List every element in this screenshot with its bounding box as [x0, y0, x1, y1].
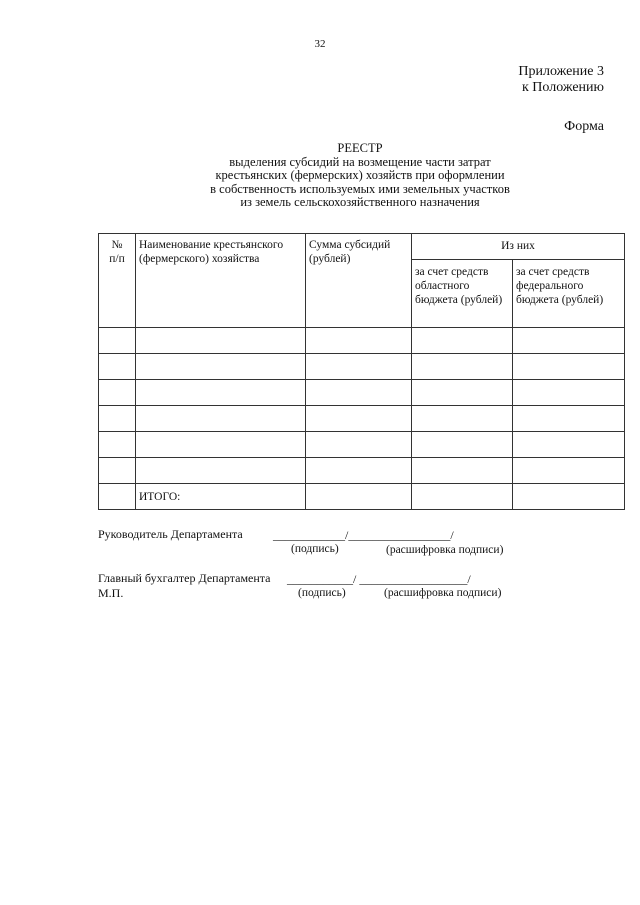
table-cell — [513, 328, 625, 354]
column-header-regional-budget: за счет средств областного бюджета (рублей) — [412, 260, 513, 328]
table-cell — [412, 354, 513, 380]
annex-reference: к Положению — [521, 80, 604, 95]
head-signature-line: ____________/_________________/ — [273, 528, 454, 542]
table-row — [99, 354, 625, 380]
title-line: из земель сельскохозяйственного назначения — [240, 195, 480, 209]
title-heading: РЕЕСТР — [337, 141, 383, 155]
table-cell — [136, 328, 306, 354]
table-cell — [513, 380, 625, 406]
registry-table — [98, 233, 625, 510]
annex-line: Приложение 3 — [518, 64, 604, 79]
table-cell — [136, 380, 306, 406]
document-title — [0, 142, 640, 210]
head-signature-caption: (подпись) — [291, 543, 339, 555]
column-header-of-which: Из них — [412, 234, 625, 260]
table-cell — [136, 406, 306, 432]
table-cell — [99, 432, 136, 458]
table-cell — [412, 432, 513, 458]
table-cell — [136, 354, 306, 380]
head-signature-title: Руководитель Департамента — [98, 527, 243, 541]
table-cell — [513, 406, 625, 432]
table-cell — [412, 406, 513, 432]
accountant-signature-title: Главный бухгалтер Департамента — [98, 571, 271, 585]
table-cell — [136, 458, 306, 484]
table-cell — [412, 458, 513, 484]
column-header-federal-budget: за счет средств федерального бюджета (рублей) — [513, 260, 625, 328]
total-sum-cell — [306, 484, 412, 510]
total-regional-cell — [412, 484, 513, 510]
table-cell — [99, 458, 136, 484]
accountant-signature-caption: (подпись) — [298, 587, 346, 599]
title-line: в собственность используемых ими земельных участков — [210, 181, 510, 196]
table-cell — [306, 354, 412, 380]
column-header-subsidy-sum: Сумма субсидий (рублей) — [306, 234, 412, 328]
title-line: крестьянских (фермерских) хозяйств при оформлении — [215, 168, 505, 182]
table-cell — [99, 380, 136, 406]
table-row — [99, 406, 625, 432]
annex-caption — [518, 64, 604, 96]
table-cell — [513, 354, 625, 380]
table-row — [99, 458, 625, 484]
table-cell — [306, 328, 412, 354]
table-row — [99, 432, 625, 458]
title-line: выделения субсидий на возмещение части затрат — [229, 154, 491, 169]
table-cell — [99, 406, 136, 432]
table-cell — [99, 354, 136, 380]
table-cell — [306, 432, 412, 458]
accountant-signature-line: ___________/ __________________/ — [287, 572, 471, 586]
accountant-decoding-caption: (расшифровка подписи) — [384, 587, 502, 599]
column-header-farm-name: Наименование крестьянского (фермерского) хозяйства — [136, 234, 306, 328]
total-federal-cell — [513, 484, 625, 510]
total-row — [99, 484, 625, 510]
table-cell — [306, 380, 412, 406]
table-row — [99, 328, 625, 354]
table-cell — [99, 484, 136, 510]
table-row — [99, 380, 625, 406]
table-cell — [513, 458, 625, 484]
page-number: 32 — [314, 38, 326, 50]
table-cell — [99, 328, 136, 354]
stamp-label: М.П. — [98, 586, 124, 600]
table-cell — [306, 458, 412, 484]
table-cell — [136, 432, 306, 458]
table-cell — [306, 406, 412, 432]
head-decoding-caption: (расшифровка подписи) — [386, 544, 504, 556]
form-label: Форма — [564, 119, 604, 134]
total-label: ИТОГО: — [136, 484, 306, 510]
table-cell — [412, 380, 513, 406]
table-cell — [513, 432, 625, 458]
table-cell — [412, 328, 513, 354]
column-header-number: № п/п — [99, 234, 136, 328]
